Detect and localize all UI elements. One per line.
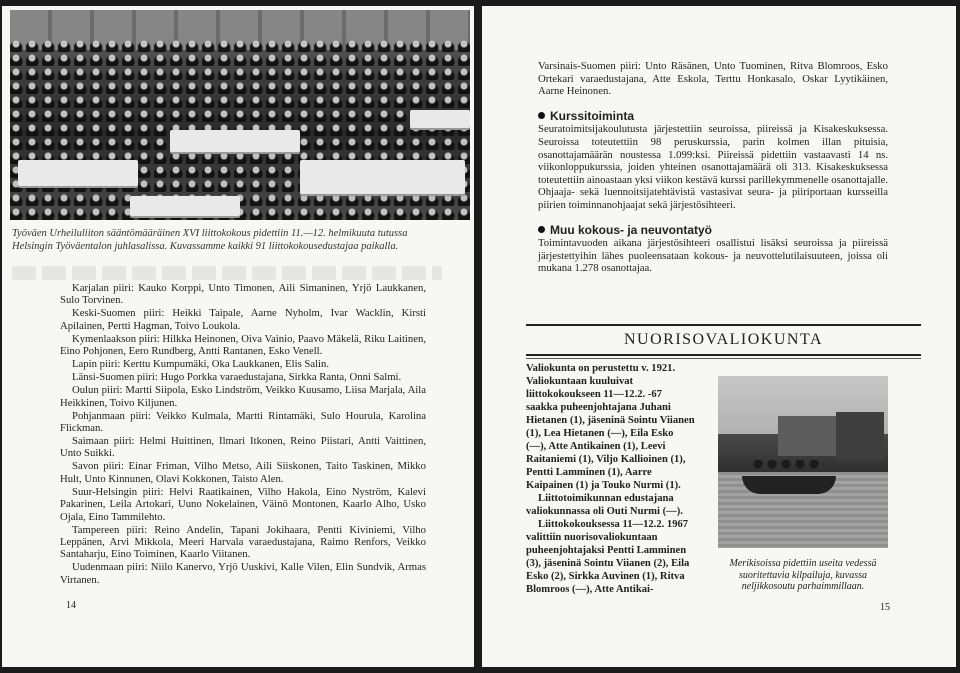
photo-boathouse [778, 416, 838, 456]
divider [526, 358, 921, 359]
rowing-photo [718, 376, 888, 548]
district-paragraph: Saimaan piiri: Helmi Huittinen, Ilmari Itkonen, Reino Piistari, Antti Vaittinen, Unto Suikki. [60, 435, 426, 460]
page-number-left: 14 [66, 600, 76, 611]
bullet-icon [538, 226, 545, 233]
district-paragraph: Varsinais-Suomen piiri: Unto Räsänen, Unto Tuominen, Ritva Blomroos, Esko Ortekari varaedustajana, Atte Eskola, Terttu Honkasalo, Oskar Lyytikäinen, Aarne Heinonen. [538, 60, 888, 98]
photo-table [18, 160, 138, 186]
valiokunta-paragraph: Liittotoimikunnan edustajana valiokunnassa oli Outi Nurmi (—). [526, 493, 683, 517]
district-paragraph: Länsi-Suomen piiri: Hugo Porkka varaedustajana, Sirkka Ranta, Onni Salmi. [72, 371, 402, 384]
district-paragraph: Karjalan piiri: Kauko Korppi, Unto Timonen, Aili Simaninen, Yrjö Laukkanen, Sulo Torvinen. [60, 282, 426, 307]
nuorisovaliokunta-banner: NUORISOVALIOKUNTA [526, 324, 921, 356]
section-body: Toimintavuoden aikana järjestösihteeri osallistui lisäksi seuroissa ja piireissä järjestettyihin lähes puoleensataan kokous- ja neuvottelutilaisuuteen, joissa oli mukana 1.278 osanottajaa. [538, 237, 888, 275]
photo-table [130, 196, 240, 216]
section-heading-muu-kokous [538, 224, 888, 237]
photo-table [410, 110, 470, 128]
meeting-hall-photo [10, 10, 470, 220]
rowing-photo-caption: Merikisoissa pidettiin useita vedessä suoritettavia kilpailuja, kuvassa neljikkosoutu parhaimmillaan. [729, 558, 877, 592]
valiokunta-paragraph: Valiokunta on perustettu v. 1921. Valiokuntaan kuuluivat liittokokoukseen 11—12.2. -67 saakka puheenjohtajana Juhani Hietanen (1), jäseninä Sointu Viianen (1), Lea Hietanen (—), Eila Esko (—), Atte Antikainen (1), Leevi Raitaniemi (1), Viljo Kallioinen (1), Pentti Lamminen (1), Aarre Kaipainen (1) ja Touko Nurmi (1). [526, 363, 695, 491]
district-paragraph: Suur-Helsingin piiri: Helvi Raatikainen, Vilho Hakola, Eino Nyström, Kalevi Pakarinen, Leila Artokari, Uuno Nokelainen, Väinö Montonen, Kaarlo Alho, Usko Ojala, Eino Tammilehto. [60, 485, 426, 523]
district-paragraph: Oulun piiri: Martti Siipola, Esko Lindström, Veikko Kuusamo, Liisa Marjala, Aila Heikkinen, Toivo Kiljunen. [60, 384, 426, 409]
valiokunta-column [526, 362, 696, 596]
photo-table [170, 130, 300, 152]
district-delegates-list [60, 282, 426, 587]
district-paragraph: Savon piiri: Einar Friman, Vilho Metso, Aili Siiskonen, Taito Taskinen, Mikko Hult, Unto Kinnunen, Olavi Kokkonen, Taisto Alen. [60, 460, 426, 485]
district-paragraph: Pohjanmaan piiri: Veikko Kulmala, Martti Rintamäki, Sulo Hourula, Karolina Flickman. [60, 409, 426, 435]
photo-caption [12, 228, 442, 253]
district-paragraph: Lapin piiri: Kerttu Kumpumäki, Oka Laukkanen, Elis Salin. [72, 358, 330, 371]
section-title: Muu kokous- ja neuvontatyö [550, 222, 713, 237]
right-page [482, 6, 956, 667]
district-paragraph: Keski-Suomen piiri: Heikki Taipale, Aarne Nyholm, Ivar Wacklin, Kirsti Apilainen, Pertti Hagman, Toivo Loukola. [60, 307, 426, 332]
left-page [2, 6, 474, 667]
district-paragraph: Kymenlaakson piiri: Hilkka Heinonen, Oiva Vainio, Paavo Mäkelä, Riku Laitinen, Eino Pohjonen, Eero Rundberg, Antti Rantanen, Esko Venell. [60, 332, 426, 358]
district-paragraph: Tampereen piiri: Reino Andelin, Tapani Jokihaara, Pentti Kiviniemi, Vilho Leppänen, Arvi Mikkola, Meeri Harvala varaedustajana, Raimo Renfors, Veikko Santaharju, Eino Toiminen, Kaarlo Viitanen. [60, 523, 426, 561]
right-top-text [538, 60, 888, 275]
caption-text: Työväen Urheiluliiton sääntömääräinen XVI liittokokous pidettiin 11.—12. helmikuuta tutussa Helsingin Työväentalon juhlasalissa. Kuvassamme kaikki 91 liittokokousedustajaa paikalla. [12, 228, 408, 252]
section-body: Seuratoimitsijakoulutusta järjestettiin seuroissa, piireissä ja Kisakeskuksessa. Seuroissa toteutettiin 98 peruskurssia, parin kolmen illan pituisia, osanottajamäärän noustessa 1.099:ksi. Piireissä pidettiin vastaavasti 14 ns. viikonloppukurssia, joiden yhteinen osanottajamäärä oli 313. Kisakeskuksessa toteutettiin ainoastaan yksi viikon kestävä kurssi parillekymmenelle osanottajalle. Ohjaaja- sekä luennoitsijatehtävistä vastasivat seura- ja piiriportaan kursseilla piirien toiminnanohjaajat sekä järjestösihteeri. [538, 123, 888, 211]
photo-table [300, 160, 465, 194]
bleed-through-text [12, 266, 442, 280]
district-paragraph: Uudenmaan piiri: Niilo Kanervo, Yrjö Uuskivi, Kalle Vilen, Elin Sundvik, Armas Virtanen. [60, 561, 426, 586]
section-heading-kurssitoiminta [538, 110, 888, 123]
section-title: Kurssitoiminta [550, 108, 635, 123]
page-number-right: 15 [880, 602, 890, 613]
bullet-icon [538, 112, 545, 119]
photo-boathouse [836, 412, 884, 460]
photo-rowing-boat [742, 476, 836, 494]
valiokunta-paragraph: Liittokokouksessa 11—12.2. 1967 valittiin nuorisovaliokuntaan puheenjohtajaksi Pentti Lamminen (3), jäseninä Sointu Viianen (2), Eila Esko (2), Sirkka Auvinen (1), Ritva Blomroos (—), Atte Antikai- [526, 519, 690, 595]
